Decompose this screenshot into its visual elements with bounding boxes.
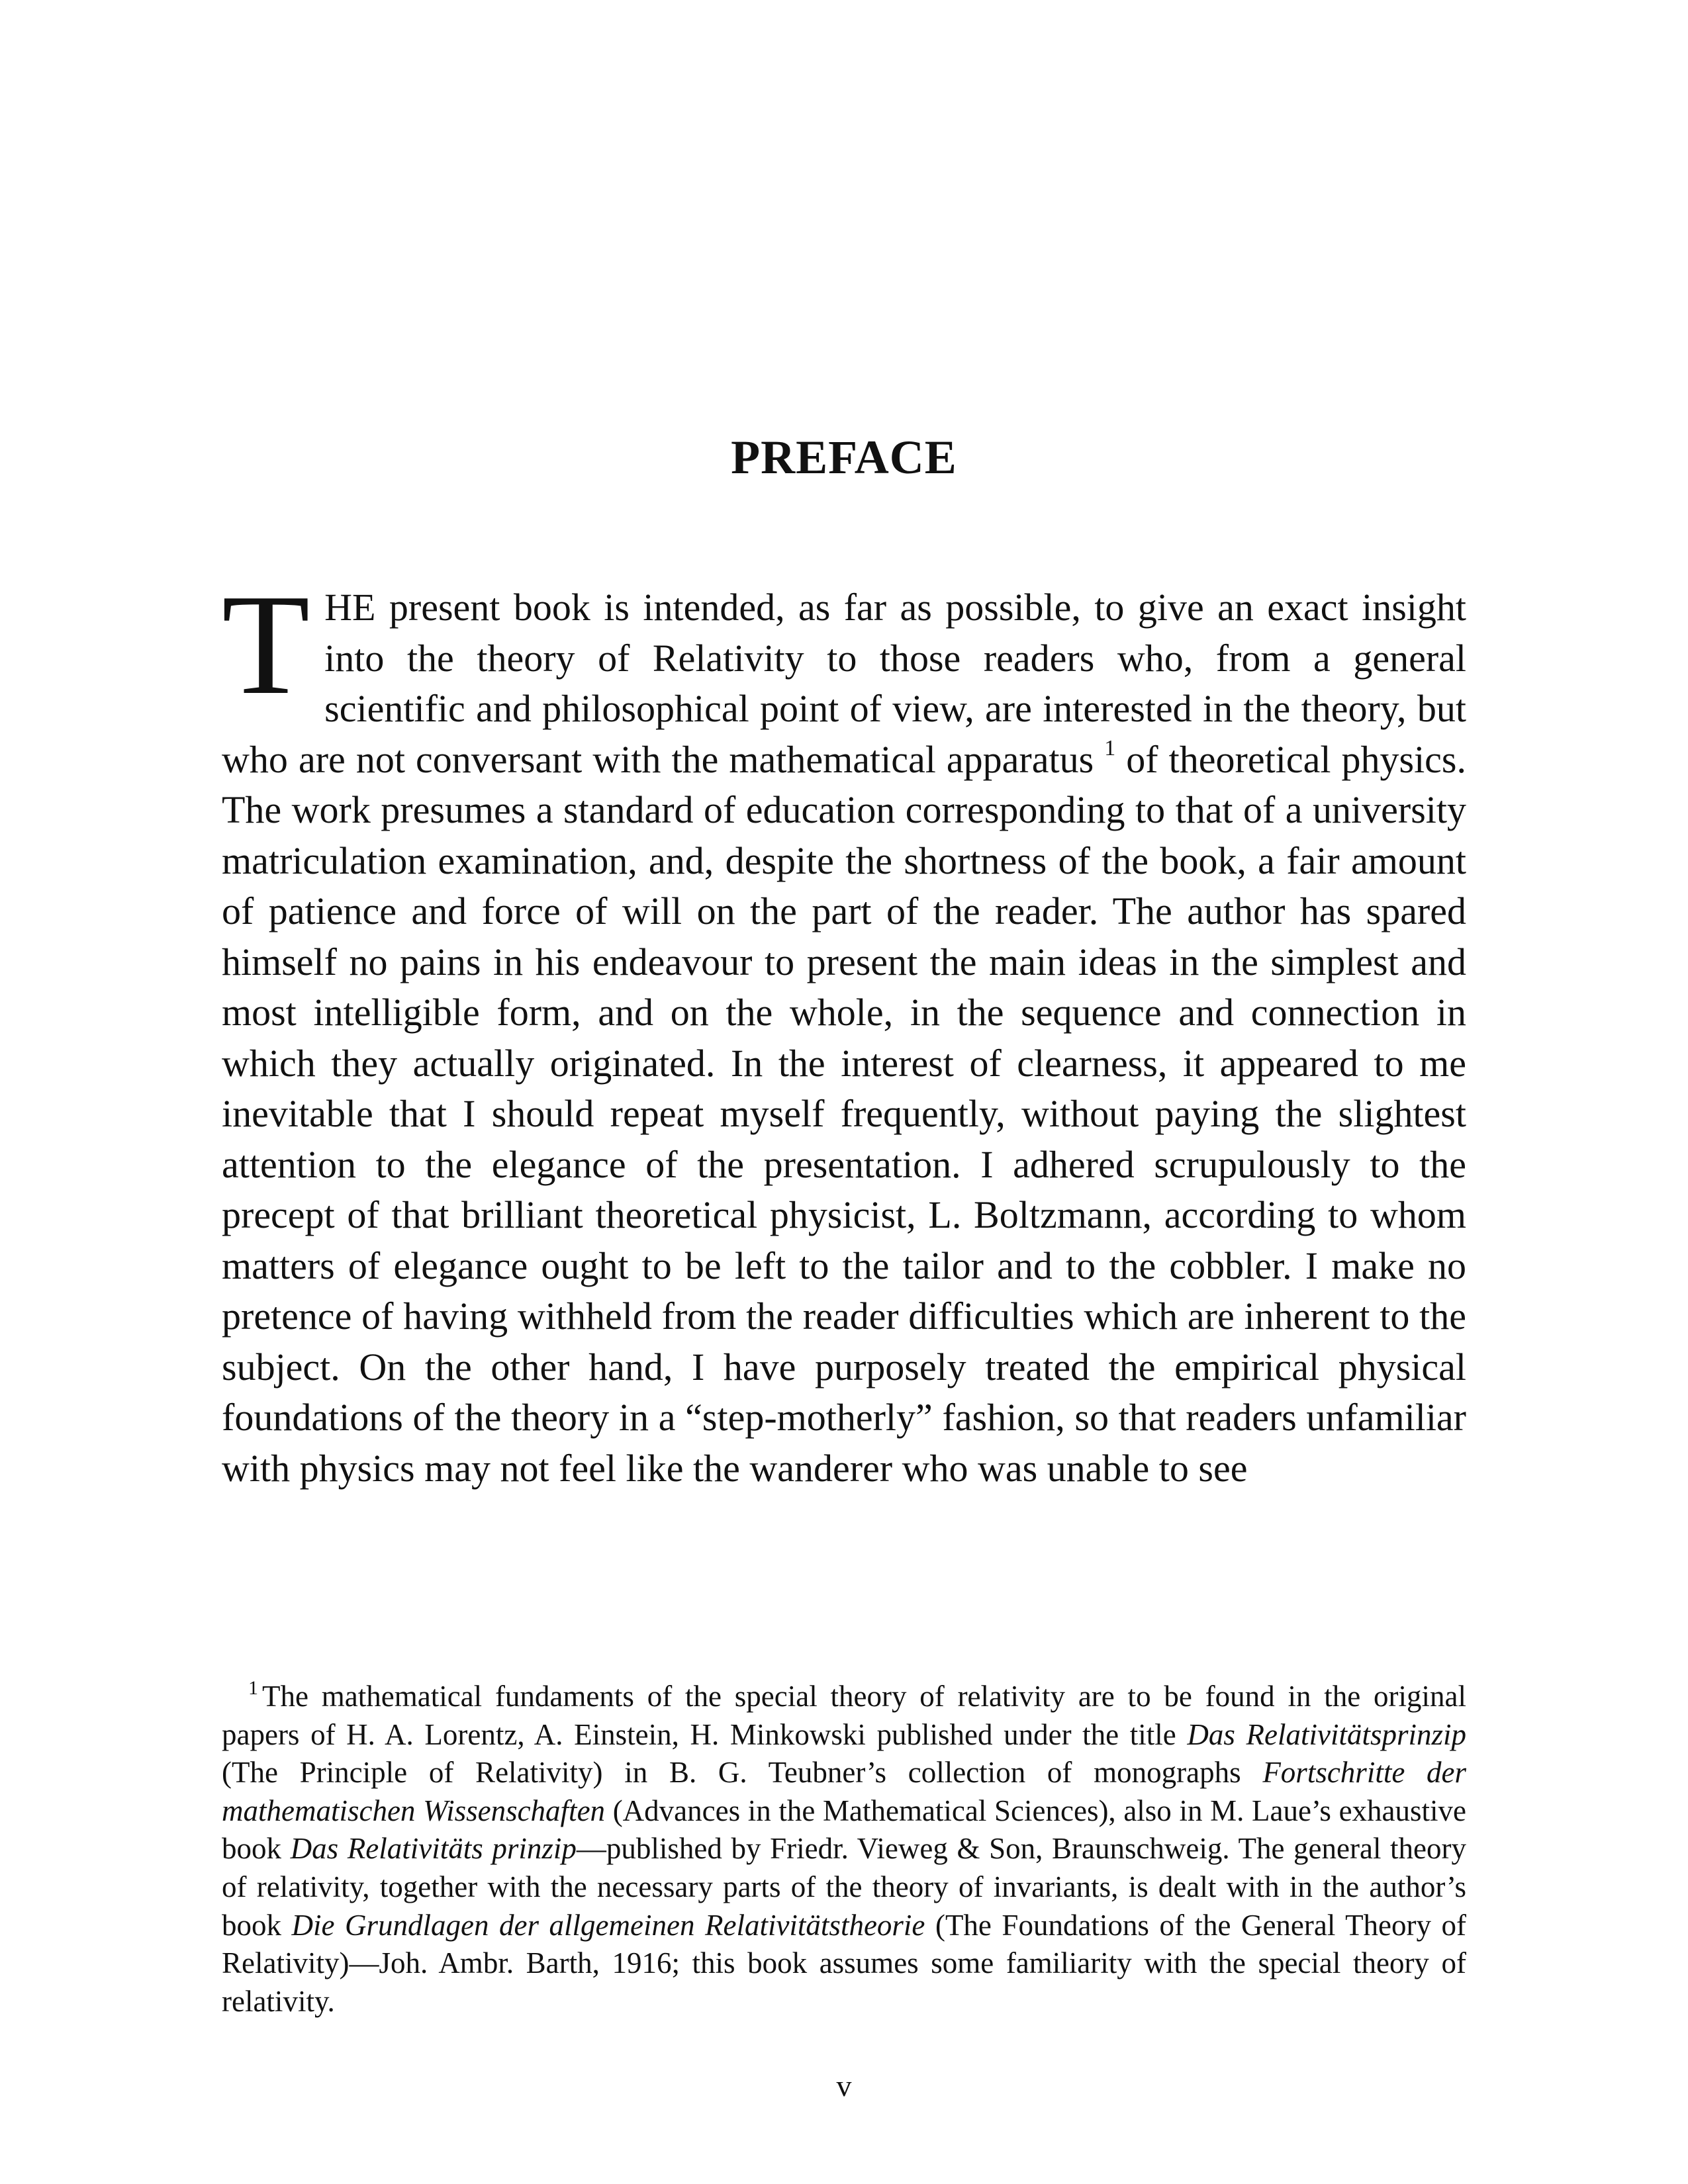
paragraph-text-part-1: HE present book is intended, as far as possible, to give an exact insight into the theory of Relativity to those readers who, from a general scientific and philosophical point of view, are interested in the theory, but who are not conversant with the mathematical apparatus: [222, 586, 1466, 781]
footnote-mark: 1: [248, 1677, 258, 1699]
footnote-reference[interactable]: 1: [1104, 735, 1116, 760]
footnote: [222, 1678, 1466, 2021]
paragraph-text-part-2: of theoretical physics. The work presumes a standard of education corresponding to that of a university matriculation examination, and, despite the shortness of the book, a fair amount of patience and force of will on the part of the reader. The author has spared himself no pains in his endeavour to present the main ideas in the simplest and most intelligible form, and on the whole, in the sequence and connection in which they actually originated. In the interest of clearness, it appeared to me inevitable that I should repeat myself frequently, without paying the slightest attention to the elegance of the presentation. I adhered scrupulously to the precept of that brilliant theoretical physicist, L. Boltzmann, according to whom matters of elegance ought to be left to the tailor and to the cobbler. I make no pretence of having withheld from the reader difficulties which are inherent to the subject. On the other hand, I have purposely treated the empirical physical foundations of the theory in a “step-motherly” fashion, so that readers unfamiliar with physics may not feel like the wanderer who was unable to see: [222, 737, 1467, 1490]
page-number: v: [836, 2069, 852, 2103]
footnote-text-5: (The Foundations of the General Theory of Relativity)—Joh. Ambr. Barth, 1916; this book assumes some familiarity with the special theory of relativity.: [222, 1908, 1467, 2018]
page-title: PREFACE: [731, 431, 957, 484]
footnote-italic-title-2: Fortschritte der mathematischen Wissenschaften: [222, 1756, 1466, 1827]
footnote-text-2: (The Principle of Relativity) in B. G. Teubner’s collection of monographs: [222, 1756, 1241, 1790]
footnote-text-1: The mathematical fundaments of the special theory of relativity are to be found in the original papers of H. A. Lorentz, A. Einstein, H. Minkowski published under the title: [222, 1680, 1466, 1751]
footnote-italic-title-1: Das Relativitätsprinzip: [1187, 1717, 1466, 1751]
footnote-italic-title-3: Das Relativitäts prinzip: [290, 1832, 577, 1866]
preface-paragraph: [222, 565, 1467, 1494]
footnote-italic-title-4: Die Grundlagen der allgemeinen Relativitätstheorie: [291, 1908, 925, 1942]
drop-cap: T: [222, 565, 310, 725]
footnote-text-3: (Advances in the Mathematical Sciences), also in M. Laue’s exhaustive book: [222, 1794, 1467, 1866]
footnote-text-4: —published by Friedr. Vieweg & Son, Braunschweig. The general theory of relativity, together with the necessary parts of the theory of invariants, is dealt with in the author’s book: [222, 1832, 1467, 1942]
